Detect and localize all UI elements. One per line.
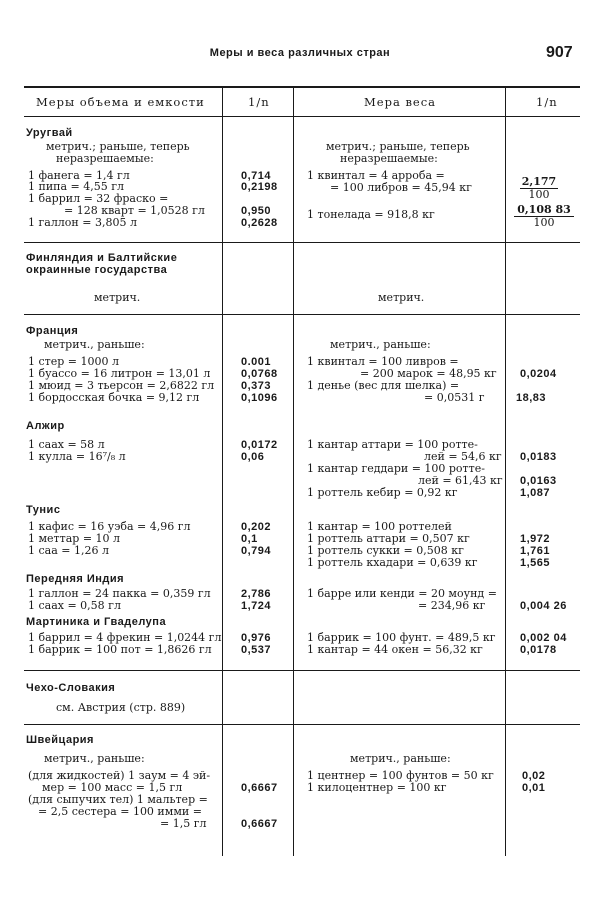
fraction-denominator: 100: [533, 216, 555, 229]
header-bottom-rule: [24, 116, 580, 117]
section-title-czech: Чехо-Словакия: [26, 682, 116, 694]
tunisia-volume-line: 1 кафис = 16 уэба = 4,96 гл: [28, 520, 191, 533]
france-volume-line: 1 мюид = 3 тьерсон = 2,6822 гл: [28, 379, 215, 392]
algeria-weight-line: лей = 54,6 кг: [424, 450, 502, 463]
section-title-india: Передняя Индия: [26, 573, 125, 585]
swiss-weight-line: 1 килоцентнер = 100 кг: [307, 781, 447, 794]
fraction-numerator: 2,177: [521, 175, 557, 188]
section-title-tunisia: Тунис: [26, 504, 61, 516]
swiss-weight-note: метрич., раньше:: [350, 752, 451, 765]
swiss-volume-line: = 2,5 сестера = 100 имми =: [38, 805, 202, 818]
section-title-uruguay: Уругвай: [26, 127, 73, 139]
france-weight-line: = 0,0531 г: [424, 391, 485, 404]
uruguay-weight-line: 1 тонелада = 918,8 кг: [307, 208, 435, 221]
india-volume-value: 1,724: [241, 600, 272, 612]
martinique-volume-value: 0,976: [241, 632, 272, 644]
finland-weight-note: метрич.: [378, 291, 425, 304]
india-weight-line: 1 барре или кенди = 20 моунд =: [307, 587, 497, 600]
tunisia-volume-line: 1 меттар = 10 л: [28, 532, 121, 545]
fraction-numerator: 0,108 83: [514, 204, 574, 217]
swiss-volume-line: (для жидкостей) 1 заум = 4 эй-: [28, 769, 211, 782]
uruguay-volume-value: 0,714: [241, 170, 272, 182]
india-weight-line: = 234,96 кг: [418, 599, 486, 612]
martinique-weight-line: 1 баррик = 100 фунт. = 489,5 кг: [307, 631, 496, 644]
algeria-volume-line: 1 саах = 58 л: [28, 438, 105, 451]
uruguay-weight-fraction: [520, 176, 558, 201]
france-weight-line: 1 денье (вес для шелка) =: [307, 379, 460, 392]
algeria-volume-value: 0,06: [241, 451, 265, 463]
india-volume-line: 1 саах = 0,58 гл: [28, 599, 121, 612]
section-title-finland: Финляндия и Балтийские: [26, 252, 178, 264]
rule-swiss: [24, 724, 580, 725]
tunisia-weight-line: 1 роттель аттари = 0,507 кг: [307, 532, 470, 545]
column-header-volume: Меры объема и емкости: [36, 95, 205, 109]
running-title: Меры и веса различных стран: [209, 47, 391, 59]
uruguay-volume-line: 1 фанега = 1,4 гл: [28, 169, 130, 182]
tunisia-weight-line: 1 кантар = 100 роттелей: [307, 520, 452, 533]
uruguay-volume-value: 0,2628: [241, 217, 278, 229]
martinique-volume-line: 1 баррил = 4 фрекин = 1,0244 гл: [28, 631, 222, 644]
algeria-weight-line: 1 кантар геддари = 100 ротте-: [307, 462, 485, 475]
section-title-martinique: Мартиника и Гваделупа: [26, 616, 167, 628]
finland-volume-note: метрич.: [94, 291, 141, 304]
section-title-algeria: Алжир: [26, 420, 65, 432]
martinique-volume-line: 1 баррик = 100 пот = 1,8626 гл: [28, 643, 212, 656]
swiss-volume-line: мер = 100 масс = 1,5 гл: [42, 781, 183, 794]
section-title-france: Франция: [26, 325, 79, 337]
algeria-weight-line: 1 кантар аттари = 100 ротте-: [307, 438, 478, 451]
martinique-weight-line: 1 кантар = 44 окен = 56,32 кг: [307, 643, 483, 656]
column-divider-3: [505, 86, 506, 856]
czech-note: см. Австрия (стр. 889): [56, 701, 186, 714]
india-volume-line: 1 галлон = 24 пакка = 0,359 гл: [28, 587, 211, 600]
uruguay-volume-line: 1 пипа = 4,55 гл: [28, 180, 124, 193]
swiss-volume-value: 0,6667: [241, 818, 278, 830]
algeria-weight-value: 1,087: [520, 487, 551, 499]
uruguay-volume-line: 1 баррил = 32 фраско =: [28, 192, 169, 205]
uruguay-weight-fraction: [514, 204, 574, 229]
tunisia-weight-value: 1,972: [520, 533, 551, 545]
column-divider-2: [293, 86, 294, 856]
france-weight-line: = 200 марок = 48,95 кг: [360, 367, 497, 380]
uruguay-volume-value: 0,2198: [241, 181, 278, 193]
swiss-weight-value: 0,01: [522, 782, 546, 794]
algeria-volume-line: 1 кулла = 16⁷/₈ л: [28, 450, 126, 463]
uruguay-weight-line: 1 квинтал = 4 арроба =: [307, 169, 445, 182]
table-top-rule: [24, 86, 580, 88]
algeria-weight-value: 0,0163: [520, 475, 557, 487]
uruguay-volume-note: метрич.; раньше, теперь: [46, 140, 190, 153]
algeria-weight-line: 1 роттель кебир = 0,92 кг: [307, 486, 458, 499]
uruguay-volume-line: = 128 кварт = 1,0528 гл: [64, 204, 205, 217]
uruguay-volume-note: неразрешаемые:: [56, 152, 154, 165]
france-volume-line: 1 стер = 1000 л: [28, 355, 119, 368]
france-volume-value: 0.001: [241, 356, 272, 368]
uruguay-volume-value: 0,950: [241, 205, 272, 217]
france-volume-value: 0,0768: [241, 368, 278, 380]
column-header-n1: 1/n: [248, 95, 270, 109]
india-weight-value: 0,004 26: [520, 600, 567, 612]
france-weight-value: 0,0204: [520, 368, 557, 380]
swiss-weight-value: 0,02: [522, 770, 546, 782]
column-header-n2: 1/n: [536, 95, 558, 109]
france-volume-value: 0,1096: [241, 392, 278, 404]
page-number: 907: [546, 44, 573, 61]
france-volume-line: 1 бордосская бочка = 9,12 гл: [28, 391, 200, 404]
algeria-weight-line: лей = 61,43 кг: [418, 474, 503, 487]
algeria-volume-value: 0,0172: [241, 439, 278, 451]
swiss-volume-note: метрич., раньше:: [44, 752, 145, 765]
tunisia-volume-value: 0,202: [241, 521, 272, 533]
tunisia-weight-value: 1,761: [520, 545, 551, 557]
france-volume-line: 1 буассо = 16 литрон = 13,01 л: [28, 367, 211, 380]
france-weight-note: метрич., раньше:: [330, 338, 431, 351]
rule-czech: [24, 670, 580, 671]
tunisia-volume-value: 0,1: [241, 533, 258, 545]
uruguay-weight-line: = 100 либров = 45,94 кг: [330, 181, 472, 194]
martinique-weight-value: 0,002 04: [520, 632, 567, 644]
section-title-finland: окраинные государства: [26, 264, 168, 276]
swiss-volume-line: (для сыпучих тел) 1 мальтер =: [28, 793, 208, 806]
rule-finland: [24, 242, 580, 243]
france-volume-value: 0,373: [241, 380, 272, 392]
column-header-weight: Мера веса: [364, 95, 437, 109]
tunisia-weight-value: 1,565: [520, 557, 551, 569]
tunisia-volume-line: 1 саа = 1,26 л: [28, 544, 109, 557]
uruguay-weight-note: неразрешаемые:: [340, 152, 438, 165]
france-weight-line: 1 квинтал = 100 ливров =: [307, 355, 459, 368]
swiss-volume-value: 0,6667: [241, 782, 278, 794]
tunisia-volume-value: 0,794: [241, 545, 272, 557]
swiss-weight-line: 1 центнер = 100 фунтов = 50 кг: [307, 769, 494, 782]
fraction-denominator: 100: [528, 188, 550, 201]
uruguay-weight-note: метрич.; раньше, теперь: [326, 140, 470, 153]
martinique-weight-value: 0,0178: [520, 644, 557, 656]
france-volume-note: метрич., раньше:: [44, 338, 145, 351]
martinique-volume-value: 0,537: [241, 644, 272, 656]
tunisia-weight-line: 1 роттель кхадари = 0,639 кг: [307, 556, 478, 569]
section-title-swiss: Швейцария: [26, 734, 94, 746]
swiss-volume-line: = 1,5 гл: [160, 817, 207, 830]
algeria-weight-value: 0,0183: [520, 451, 557, 463]
uruguay-volume-line: 1 галлон = 3,805 л: [28, 216, 137, 229]
rule-france: [24, 314, 580, 315]
tunisia-weight-line: 1 роттель сукки = 0,508 кг: [307, 544, 464, 557]
column-divider-1: [222, 86, 223, 856]
france-weight-value: 18,83: [516, 392, 547, 404]
india-volume-value: 2,786: [241, 588, 272, 600]
